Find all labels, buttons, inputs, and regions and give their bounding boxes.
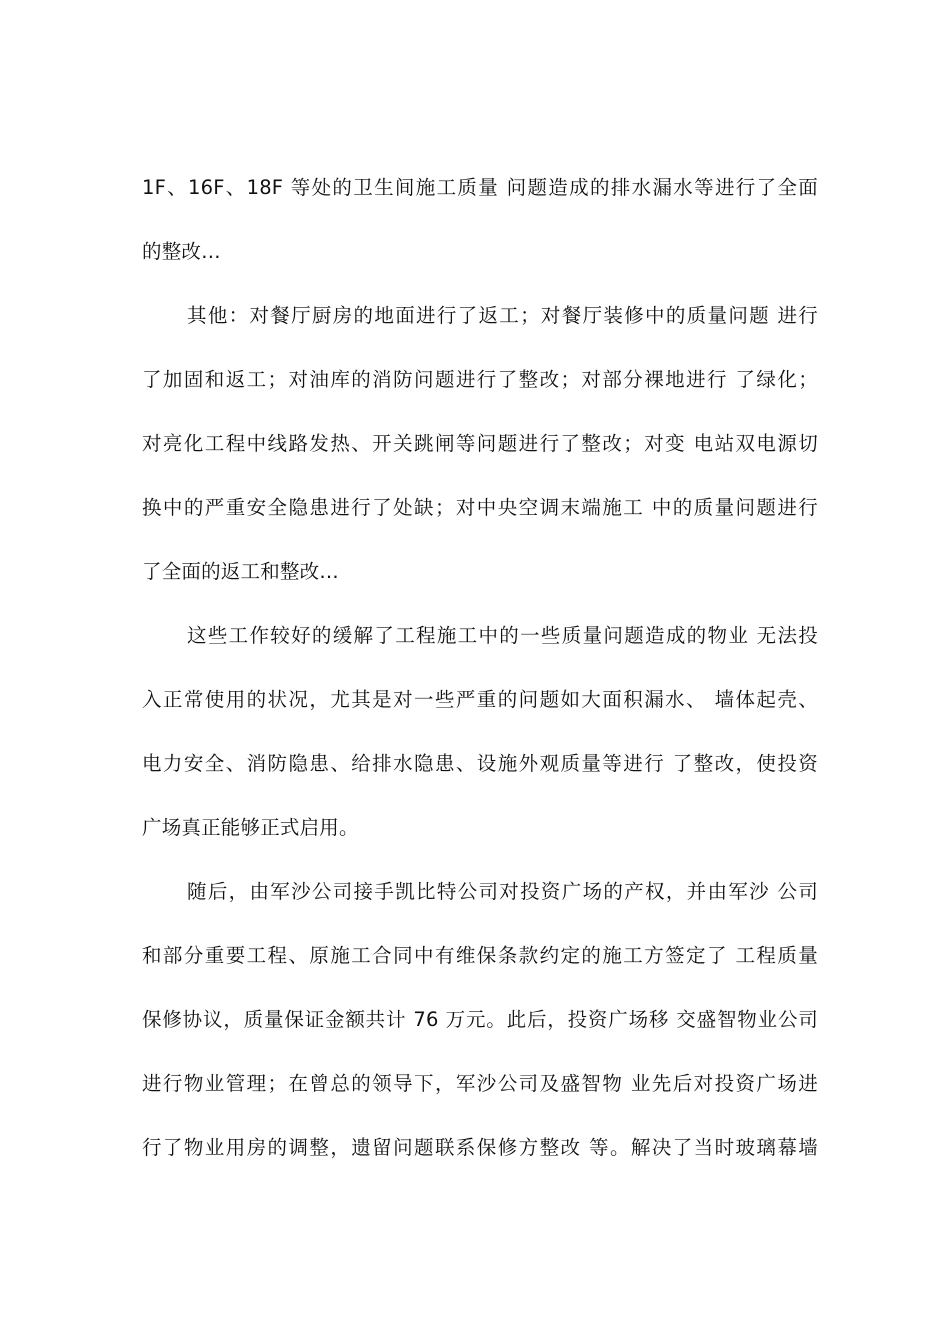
text-line: 保修协议，质量保证金额共计 76 万元。此后，投资广场移 交盛智物业公司 — [142, 1008, 818, 1031]
text-line: 行了物业用房的调整，遗留问题联系保修方整改 等。解决了当时玻璃幕墙 — [142, 1136, 818, 1159]
text-line: 的整改… — [142, 240, 221, 263]
paragraph-first-line: 这些工作较好的缓解了工程施工中的一些质量问题造成的物业 无法投 — [187, 624, 818, 647]
text-line: 1F、16F、18F 等处的卫生间施工质量 问题造成的排水漏水等进行了全面 — [142, 176, 818, 199]
text-line: 换中的严重安全隐患进行了处缺；对中央空调末端施工 中的质量问题进行 — [142, 496, 818, 519]
text-line: 了全面的返工和整改… — [142, 560, 340, 583]
text-line: 电力安全、消防隐患、给排水隐患、设施外观质量等进行 了整改，使投资 — [142, 752, 818, 775]
text-line: 进行物业管理；在曾总的领导下，军沙公司及盛智物 业先后对投资广场进 — [142, 1072, 818, 1095]
text-line: 入正常使用的状况，尤其是对一些严重的问题如大面积漏水、 墙体起壳、 — [142, 688, 818, 711]
text-line: 和部分重要工程、原施工合同中有维保条款约定的施工方签定了 工程质量 — [142, 944, 818, 967]
text-line: 对亮化工程中线路发热、开关跳闸等问题进行了整改；对变 电站双电源切 — [142, 432, 818, 455]
text-line: 广场真正能够正式启用。 — [142, 816, 359, 839]
paragraph-first-line: 其他：对餐厅厨房的地面进行了返工；对餐厅装修中的质量问题 进行 — [187, 304, 818, 327]
paragraph-first-line: 随后，由军沙公司接手凯比特公司对投资广场的产权，并由军沙 公司 — [187, 880, 818, 903]
text-line: 了加固和返工；对油库的消防问题进行了整改；对部分裸地进行 了绿化； — [142, 368, 818, 391]
